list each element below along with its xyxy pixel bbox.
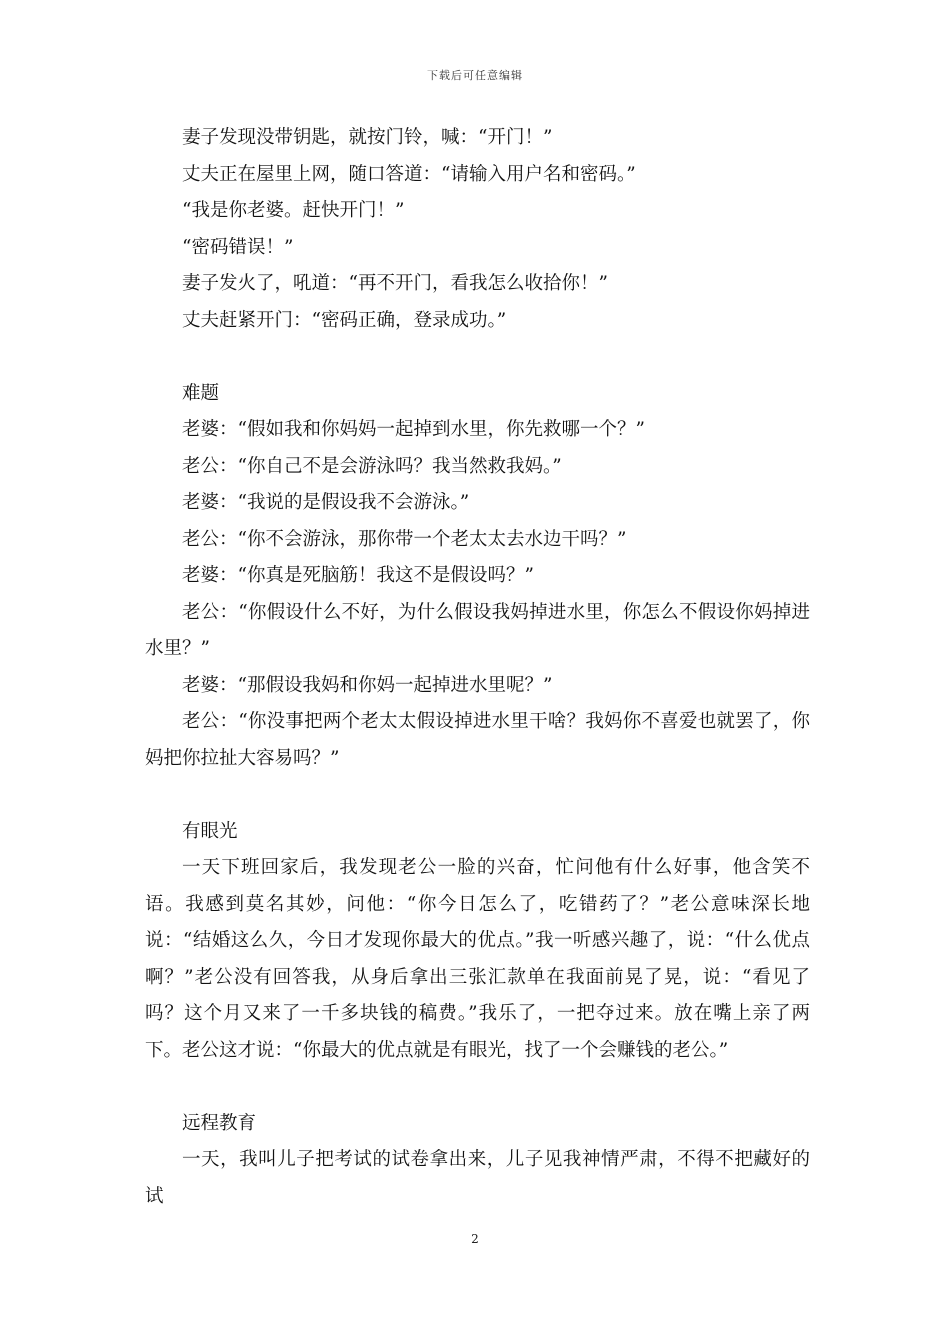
- paragraph: 一天下班回家后，我发现老公一脸的兴奋，忙问他有什么好事，他含笑不语。我感到莫名其妙，问他：“你今日怎么了，吃错药了？”老公意味深长地说：“结婚这么久，今日才发现你最大的优点。”我一听感兴趣了，说：“什么优点啊？”老公没有回答我，从身后拿出三张汇款单在我面前晃了晃，说：“看见了吗？这个月又来了一千多块钱的稿费。”我乐了，一把夺过来。放在嘴上亲了两下。老公这才说：“你最大的优点就是有眼光，找了一个会赚钱的老公。”: [145, 857, 810, 1061]
- paragraph: 老婆：“那假设我妈和你妈一起掉进水里呢？”: [182, 674, 553, 696]
- page-header: 下载后可任意编辑: [427, 69, 523, 82]
- paragraph: 一天，我叫儿子把考试的试卷拿出来，儿子见我神情严肃，不得不把藏好的试: [145, 1149, 810, 1207]
- paragraph: 老公：“你没事把两个老太太假设掉进水里干啥？我妈你不喜爱也就罢了，你妈把你拉扯大容易吗？”: [145, 711, 810, 769]
- section-title: 有眼光: [182, 820, 238, 842]
- section-title: 难题: [182, 382, 220, 404]
- paragraph: 老公：“你不会游泳，那你带一个老太太去水边干吗？”: [182, 528, 627, 550]
- section-spacer: [145, 777, 810, 814]
- paragraph: 丈夫正在屋里上网，随口答道：“请输入用户名和密码。”: [182, 163, 636, 185]
- section-spacer: [145, 339, 810, 376]
- section-title: 远程教育: [182, 1112, 257, 1134]
- document-body: [145, 120, 810, 1215]
- paragraph: 老公：“你自己不是会游泳吗？我当然救我妈。”: [182, 455, 562, 477]
- paragraph: 丈夫赶紧开门：“密码正确，登录成功。”: [182, 309, 507, 331]
- paragraph: 老婆：“你真是死脑筋！我这不是假设吗？”: [182, 565, 534, 586]
- paragraph: 老公：“你假设什么不好，为什么假设我妈掉进水里，你怎么不假设你妈掉进水里？”: [145, 601, 810, 659]
- paragraph: 妻子发现没带钥匙，就按门铃，喊：“开门！”: [182, 127, 553, 148]
- paragraph: “我是你老婆。赶快开门！”: [182, 200, 405, 221]
- paragraph: 老婆：“我说的是假设我不会游泳。”: [182, 492, 470, 513]
- paragraph: 妻子发火了，吼道：“再不开门，看我怎么收拾你！”: [182, 273, 608, 294]
- page-number: 2: [471, 1232, 479, 1246]
- section-spacer: [145, 1069, 810, 1106]
- paragraph: “密码错误！”: [182, 236, 294, 258]
- paragraph: 老婆：“假如我和你妈妈一起掉到水里，你先救哪一个？”: [182, 419, 645, 440]
